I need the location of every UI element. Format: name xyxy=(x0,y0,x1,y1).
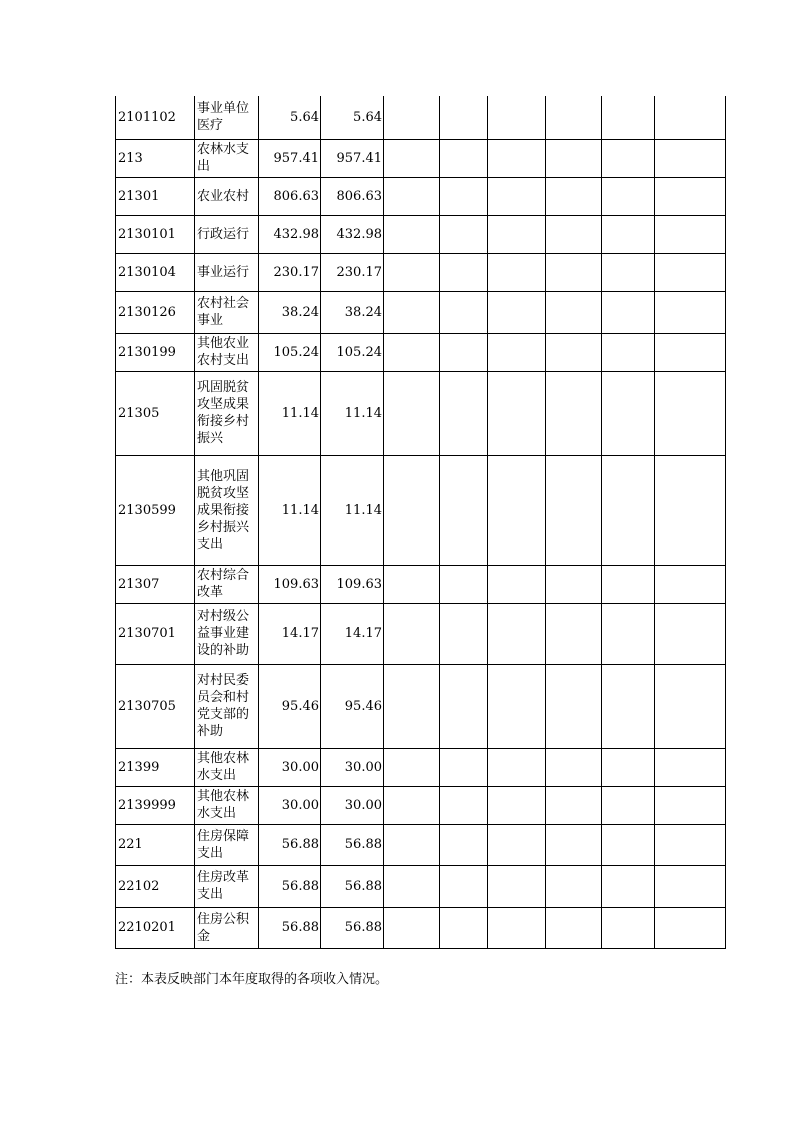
cell-empty xyxy=(602,824,655,865)
cell-empty xyxy=(384,907,440,948)
cell-empty xyxy=(655,371,726,455)
cell-total: 56.88 xyxy=(259,865,321,907)
cell-subject-name: 住房改革支出 xyxy=(195,865,259,907)
cell-empty xyxy=(655,333,726,371)
cell-empty xyxy=(384,177,440,215)
cell-empty xyxy=(546,215,602,253)
cell-total: 806.63 xyxy=(259,177,321,215)
cell-subject-name: 行政运行 xyxy=(195,215,259,253)
cell-empty xyxy=(655,291,726,333)
cell-empty xyxy=(655,565,726,603)
cell-total: 957.41 xyxy=(259,139,321,177)
cell-empty xyxy=(440,253,488,291)
cell-empty xyxy=(440,824,488,865)
cell-empty xyxy=(488,371,546,455)
cell-subject-code: 2130126 xyxy=(116,291,195,333)
cell-total: 56.88 xyxy=(259,824,321,865)
cell-empty xyxy=(440,907,488,948)
cell-empty xyxy=(384,215,440,253)
cell-subject-name: 农林水支出 xyxy=(195,139,259,177)
table-row xyxy=(116,291,726,333)
cell-subject-code: 21307 xyxy=(116,565,195,603)
table-row xyxy=(116,371,726,455)
cell-amount: 95.46 xyxy=(321,664,384,748)
cell-empty xyxy=(655,664,726,748)
cell-total: 105.24 xyxy=(259,333,321,371)
cell-empty xyxy=(384,786,440,824)
cell-empty xyxy=(655,907,726,948)
cell-empty xyxy=(655,824,726,865)
cell-subject-code: 2130104 xyxy=(116,253,195,291)
cell-amount: 30.00 xyxy=(321,748,384,786)
table-row xyxy=(116,96,726,139)
cell-empty xyxy=(440,664,488,748)
cell-subject-name: 巩固脱贫攻坚成果衔接乡村振兴 xyxy=(195,371,259,455)
cell-empty xyxy=(384,371,440,455)
cell-empty xyxy=(440,177,488,215)
cell-empty xyxy=(384,603,440,664)
cell-empty xyxy=(602,139,655,177)
cell-total: 30.00 xyxy=(259,748,321,786)
cell-subject-code: 2130199 xyxy=(116,333,195,371)
cell-empty xyxy=(440,291,488,333)
cell-amount: 230.17 xyxy=(321,253,384,291)
cell-empty xyxy=(440,139,488,177)
cell-empty xyxy=(488,603,546,664)
cell-empty xyxy=(488,907,546,948)
table-row xyxy=(116,253,726,291)
cell-empty xyxy=(655,455,726,565)
cell-empty xyxy=(440,333,488,371)
cell-subject-code: 22102 xyxy=(116,865,195,907)
cell-subject-name: 农业农村 xyxy=(195,177,259,215)
cell-empty xyxy=(655,96,726,139)
cell-empty xyxy=(488,291,546,333)
cell-total: 109.63 xyxy=(259,565,321,603)
cell-subject-code: 2139999 xyxy=(116,786,195,824)
table-row xyxy=(116,664,726,748)
cell-amount: 957.41 xyxy=(321,139,384,177)
cell-empty xyxy=(384,748,440,786)
cell-empty xyxy=(655,139,726,177)
cell-empty xyxy=(546,333,602,371)
cell-empty xyxy=(602,371,655,455)
cell-amount: 806.63 xyxy=(321,177,384,215)
table-row xyxy=(116,333,726,371)
cell-empty xyxy=(602,333,655,371)
cell-subject-name: 住房公积金 xyxy=(195,907,259,948)
cell-amount: 30.00 xyxy=(321,786,384,824)
cell-subject-code: 21301 xyxy=(116,177,195,215)
cell-empty xyxy=(384,96,440,139)
cell-empty xyxy=(384,253,440,291)
cell-empty xyxy=(440,455,488,565)
cell-amount: 56.88 xyxy=(321,824,384,865)
cell-empty xyxy=(488,253,546,291)
cell-subject-name: 事业单位医疗 xyxy=(195,96,259,139)
table-row xyxy=(116,139,726,177)
cell-subject-code: 21399 xyxy=(116,748,195,786)
cell-total: 56.88 xyxy=(259,907,321,948)
cell-total: 30.00 xyxy=(259,786,321,824)
cell-empty xyxy=(546,748,602,786)
cell-empty xyxy=(440,786,488,824)
cell-subject-code: 2101102 xyxy=(116,96,195,139)
cell-empty xyxy=(546,371,602,455)
cell-empty xyxy=(440,371,488,455)
cell-amount: 56.88 xyxy=(321,907,384,948)
cell-subject-code: 21305 xyxy=(116,371,195,455)
cell-empty xyxy=(384,291,440,333)
cell-total: 14.17 xyxy=(259,603,321,664)
cell-empty xyxy=(546,96,602,139)
cell-empty xyxy=(602,907,655,948)
cell-empty xyxy=(602,603,655,664)
cell-subject-code: 221 xyxy=(116,824,195,865)
cell-subject-name: 事业运行 xyxy=(195,253,259,291)
cell-empty xyxy=(546,907,602,948)
cell-empty xyxy=(488,865,546,907)
cell-subject-name: 对村民委员会和村党支部的补助 xyxy=(195,664,259,748)
cell-empty xyxy=(546,177,602,215)
cell-empty xyxy=(384,865,440,907)
cell-empty xyxy=(440,215,488,253)
cell-subject-name: 农村综合改革 xyxy=(195,565,259,603)
cell-subject-name: 其他农林水支出 xyxy=(195,748,259,786)
table-row xyxy=(116,865,726,907)
cell-empty xyxy=(488,824,546,865)
table-row xyxy=(116,907,726,948)
cell-empty xyxy=(384,333,440,371)
cell-empty xyxy=(602,455,655,565)
cell-empty xyxy=(384,824,440,865)
cell-empty xyxy=(488,177,546,215)
cell-empty xyxy=(655,215,726,253)
cell-empty xyxy=(546,253,602,291)
cell-empty xyxy=(488,748,546,786)
table-row xyxy=(116,565,726,603)
budget-table xyxy=(115,96,726,949)
cell-subject-name: 住房保障支出 xyxy=(195,824,259,865)
cell-amount: 14.17 xyxy=(321,603,384,664)
cell-empty xyxy=(488,565,546,603)
cell-empty xyxy=(546,455,602,565)
cell-empty xyxy=(546,664,602,748)
cell-empty xyxy=(488,333,546,371)
cell-empty xyxy=(488,455,546,565)
cell-empty xyxy=(488,786,546,824)
cell-empty xyxy=(488,96,546,139)
cell-empty xyxy=(655,177,726,215)
cell-amount: 11.14 xyxy=(321,455,384,565)
cell-empty xyxy=(602,748,655,786)
cell-empty xyxy=(655,865,726,907)
cell-empty xyxy=(602,565,655,603)
cell-empty xyxy=(655,603,726,664)
cell-total: 230.17 xyxy=(259,253,321,291)
cell-empty xyxy=(546,291,602,333)
cell-empty xyxy=(655,253,726,291)
cell-subject-code: 2130701 xyxy=(116,603,195,664)
table-row xyxy=(116,177,726,215)
cell-total: 432.98 xyxy=(259,215,321,253)
cell-empty xyxy=(440,865,488,907)
cell-subject-code: 213 xyxy=(116,139,195,177)
cell-subject-name: 其他农林水支出 xyxy=(195,786,259,824)
cell-subject-name: 农村社会事业 xyxy=(195,291,259,333)
cell-total: 5.64 xyxy=(259,96,321,139)
cell-subject-code: 2130101 xyxy=(116,215,195,253)
cell-empty xyxy=(440,603,488,664)
table-row xyxy=(116,215,726,253)
table-row xyxy=(116,786,726,824)
cell-empty xyxy=(384,565,440,603)
cell-empty xyxy=(602,177,655,215)
cell-empty xyxy=(602,786,655,824)
cell-empty xyxy=(384,664,440,748)
cell-total: 95.46 xyxy=(259,664,321,748)
cell-empty xyxy=(655,748,726,786)
cell-amount: 56.88 xyxy=(321,865,384,907)
cell-subject-name: 其他农业农村支出 xyxy=(195,333,259,371)
cell-empty xyxy=(384,139,440,177)
cell-subject-name: 其他巩固脱贫攻坚成果衔接乡村振兴支出 xyxy=(195,455,259,565)
cell-empty xyxy=(440,96,488,139)
cell-empty xyxy=(602,96,655,139)
cell-empty xyxy=(602,865,655,907)
cell-empty xyxy=(440,565,488,603)
cell-empty xyxy=(546,865,602,907)
cell-empty xyxy=(488,664,546,748)
cell-empty xyxy=(546,565,602,603)
cell-empty xyxy=(546,824,602,865)
cell-empty xyxy=(602,664,655,748)
cell-amount: 105.24 xyxy=(321,333,384,371)
cell-empty xyxy=(488,215,546,253)
cell-amount: 432.98 xyxy=(321,215,384,253)
cell-amount: 11.14 xyxy=(321,371,384,455)
cell-subject-code: 2130599 xyxy=(116,455,195,565)
cell-subject-name: 对村级公益事业建设的补助 xyxy=(195,603,259,664)
cell-amount: 38.24 xyxy=(321,291,384,333)
cell-subject-code: 2210201 xyxy=(116,907,195,948)
table-row xyxy=(116,748,726,786)
table-row xyxy=(116,824,726,865)
cell-empty xyxy=(655,786,726,824)
table-row xyxy=(116,603,726,664)
cell-total: 11.14 xyxy=(259,371,321,455)
cell-empty xyxy=(384,455,440,565)
cell-total: 38.24 xyxy=(259,291,321,333)
cell-total: 11.14 xyxy=(259,455,321,565)
cell-subject-code: 2130705 xyxy=(116,664,195,748)
cell-empty xyxy=(602,253,655,291)
table-row xyxy=(116,455,726,565)
cell-empty xyxy=(440,748,488,786)
cell-amount: 109.63 xyxy=(321,565,384,603)
cell-empty xyxy=(546,139,602,177)
cell-empty xyxy=(602,291,655,333)
cell-empty xyxy=(602,215,655,253)
cell-empty xyxy=(546,786,602,824)
cell-empty xyxy=(546,603,602,664)
cell-empty xyxy=(488,139,546,177)
table-footnote: 注：本表反映部门本年度取得的各项收入情况。 xyxy=(115,972,389,987)
cell-amount: 5.64 xyxy=(321,96,384,139)
